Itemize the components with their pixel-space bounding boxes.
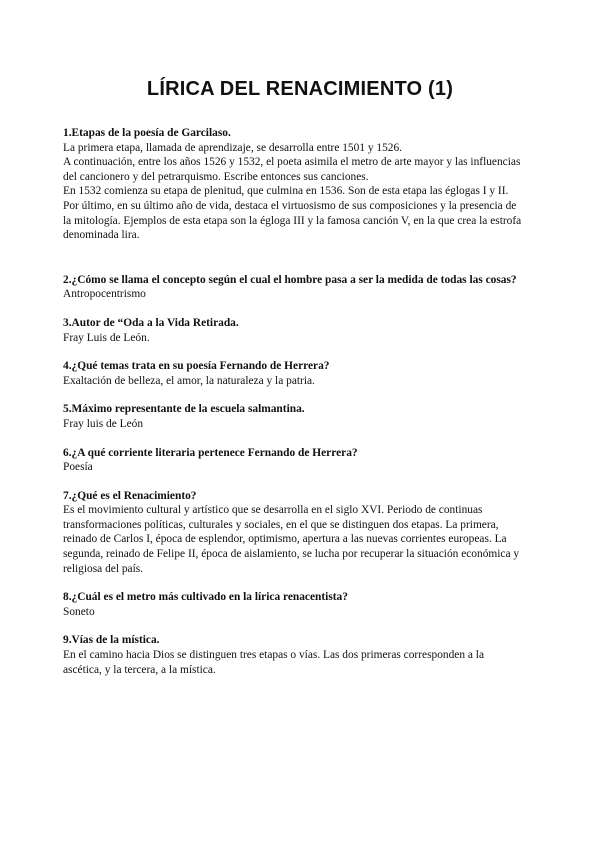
spacer [63, 576, 525, 590]
spacer [63, 243, 525, 273]
answer-4: Exaltación de belleza, el amor, la naturaleza y la patria. [63, 374, 315, 387]
question-5: 5.Máximo representante de la escuela salmantina. [63, 403, 305, 416]
answer-1-paragraph-2: A continuación, entre los años 1526 y 1532, el poeta asimila el metro de arte mayor y las influencias del cancionero y del petrarquismo. Escribe entonces sus canciones. [63, 156, 521, 183]
answer-7: Es el movimiento cultural y artístico que se desarrolla en el siglo XVI. Periodo de continuas transformaciones políticas, culturales y sociales, en el que se distinguen dos etapas. La primera, reinado de Carlos I, época de esplendor, optimismo, apertura a las nuevas corrientes europeas. La segunda, reinado de Felipe II, época de aislamiento, se lucha por recuperar la situación económica y religiosa del país. [63, 504, 520, 575]
section-8 [63, 590, 525, 619]
section-7 [63, 489, 525, 577]
spacer [63, 345, 525, 359]
answer-1-paragraph-3: En 1532 comienza su etapa de plenitud, que culmina en 1536. Son de esta etapa las églogas I y II. [63, 185, 509, 198]
answer-1-paragraph-1: La primera etapa, llamada de aprendizaje, se desarrolla entre 1501 y 1526. [63, 141, 403, 154]
spacer [63, 475, 525, 489]
question-8: 8.¿Cuál es el metro más cultivado en la lírica renacentista? [63, 591, 348, 604]
answer-2: Antropocentrismo [63, 288, 146, 301]
answer-3: Fray Luis de León. [63, 331, 150, 344]
question-1: 1.Etapas de la poesía de Garcilaso. [63, 127, 231, 139]
section-6 [63, 446, 525, 475]
spacer [63, 302, 525, 316]
page-title: LÍRICA DEL RENACIMIENTO (1) [146, 78, 454, 100]
answer-9: En el camino hacia Dios se distinguen tres etapas o vías. Las dos primeras corresponden a la ascética, y la tercera, a la mística. [63, 649, 485, 676]
spacer [63, 619, 525, 633]
question-2: 2.¿Cómo se llama el concepto según el cual el hombre pasa a ser la medida de todas las cosas? [63, 273, 517, 286]
document-body [63, 126, 525, 677]
question-9: 9.Vías de la mística. [63, 634, 160, 647]
question-6: 6.¿A qué corriente literaria pertenece Fernando de Herrera? [63, 446, 358, 459]
section-4 [63, 359, 525, 388]
answer-1-paragraph-4: Por último, en su último año de vida, destaca el virtuosismo de sus composiciones y la presencia de la mitología. Ejemplos de esta etapa son la égloga III y la famosa canción V, en la que crea la estrofa denominada lira. [63, 199, 522, 242]
section-9 [63, 633, 525, 677]
spacer [63, 388, 525, 402]
section-2 [63, 273, 525, 302]
answer-5: Fray luis de León [63, 417, 144, 430]
answer-8: Soneto [63, 605, 95, 618]
section-5 [63, 402, 525, 431]
question-4: 4.¿Qué temas trata en su poesía Fernando de Herrera? [63, 360, 330, 373]
spacer [63, 432, 525, 446]
question-3: 3.Autor de “Oda a la Vida Retirada. [63, 316, 239, 329]
section-3 [63, 316, 525, 345]
question-7: 7.¿Qué es el Renacimiento? [63, 489, 197, 502]
answer-6: Poesía [63, 461, 93, 474]
section-1 [63, 126, 525, 243]
